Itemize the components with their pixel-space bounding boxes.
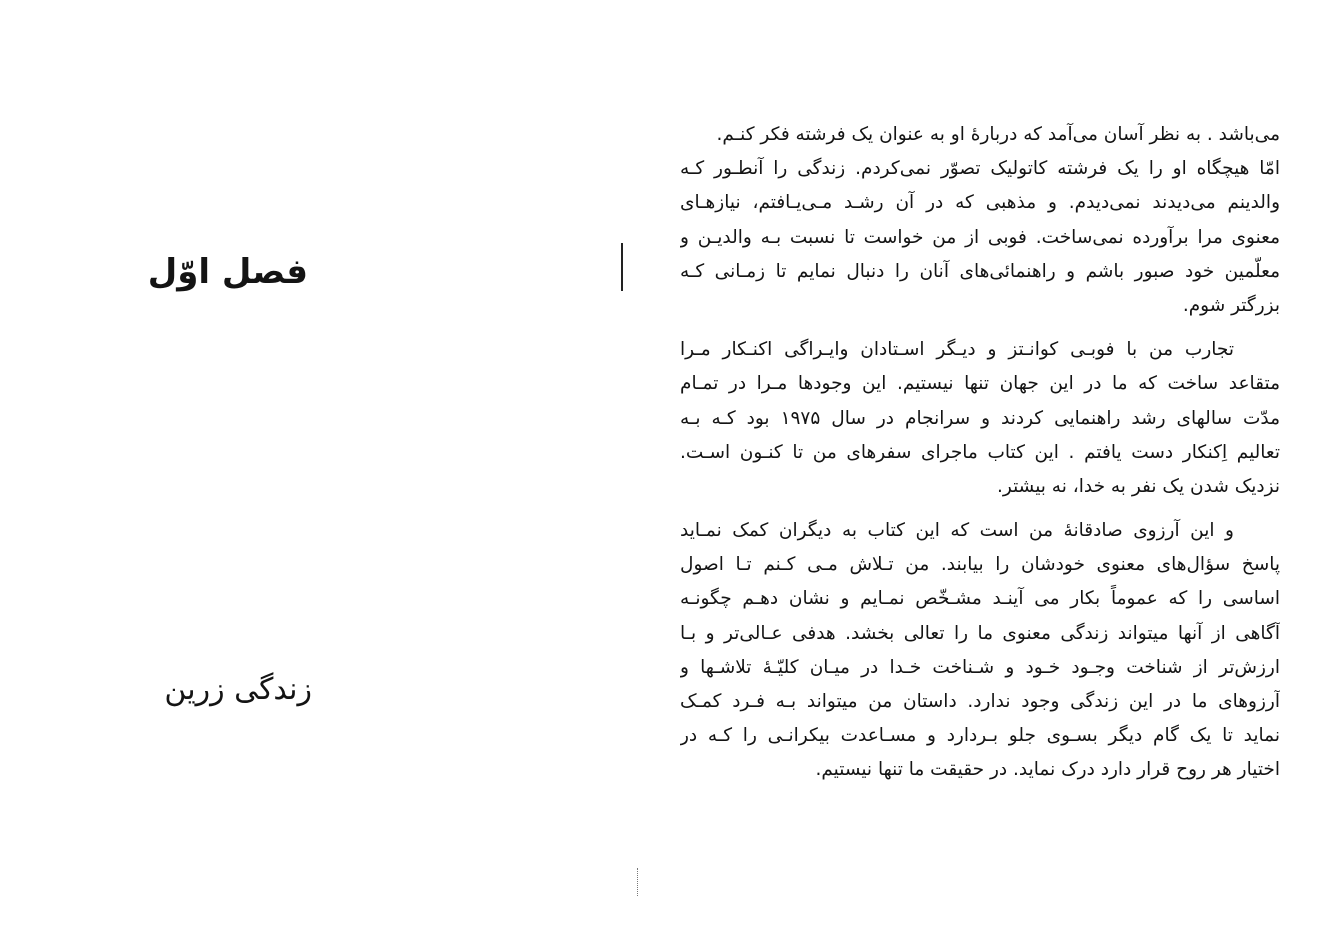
text-line: آگاهی از آنها میتواند زندگی معنوی ما را تعالی بخشد. هدفی عـالی‌تر و بـا bbox=[680, 622, 1280, 644]
text-line: معنوی مرا برآورده نمی‌ساخت. فوبی از من خواست تا نسبت بـه والدیـن و bbox=[680, 226, 1280, 248]
text-line: پاسخ سؤال‌های معنوی خودشان را بیابند. من تـلاش مـی کـنم تـا اصول bbox=[680, 554, 1280, 576]
paragraph-1 bbox=[680, 118, 1280, 323]
gutter-speck bbox=[637, 868, 640, 896]
chapter-subtitle: زندگی زرین bbox=[164, 672, 312, 707]
left-page bbox=[0, 0, 620, 947]
text-line: تعالیم اِکنکار دست یافتم . این کتاب ماجرای سفرهای من تا کنـون اسـت. bbox=[680, 441, 1280, 463]
page-divider bbox=[621, 243, 623, 291]
right-page bbox=[680, 118, 1280, 798]
paragraph-2 bbox=[680, 333, 1280, 504]
text-line: نزدیک شدن یک نفر به خدا، نه بیشتر. bbox=[997, 475, 1280, 497]
chapter-title: فصل اوّل bbox=[147, 252, 308, 292]
text-line: و این آرزوی صادقانهٔ من است که این کتاب به دیگران کمک نمـاید bbox=[680, 520, 1234, 542]
text-line: امّا هیچگاه او را یک فرشته کاتولیک تصوّر نمی‌کردم. زندگی را آنطـور کـه bbox=[680, 158, 1280, 180]
text-line: تجارب من با فوبـی کوانـتز و دیـگر اسـتادان وایـراگی اکنـکار مـرا bbox=[680, 339, 1234, 361]
text-line: والدینم می‌دیدند نمی‌دیدم. و مذهبی که در آن رشـد مـی‌یـافتم، نیازهـای bbox=[680, 192, 1280, 214]
text-line: اساسی را که عموماً بکار می آینـد مشـخّص نمـایم و نشان دهـم چگونـه bbox=[680, 588, 1280, 610]
text-line: بزرگتر شوم. bbox=[1182, 294, 1280, 316]
paragraph-3 bbox=[680, 514, 1280, 788]
text-line: آرزوهای ما در این زندگی وجود ندارد. داستان من میتواند بـه فـرد کمـک bbox=[680, 691, 1280, 712]
text-line: اختیار هر روح قرار دارد درک نماید. در حقیقت ما تنها نیستیم. bbox=[815, 759, 1280, 781]
text-line: نماید تا یک گام دیگر بسـوی جلو بـردارد و مسـاعدت بیکرانـی را کـه در bbox=[680, 725, 1280, 747]
text-line: معلّمین خود صبور باشم و راهنمائی‌های آنان را دنبال نمایم تا زمـانی کـه bbox=[680, 260, 1280, 282]
text-line: ارزش‌تر از شناخت وجـود خـود و شـناخت خـدا در میـان کلیّـهٔ تلاشـها و bbox=[680, 656, 1280, 678]
text-line: می‌باشد . به نظر آسان می‌آمد که دربارهٔ او به عنوان یک فرشته فکر کنـم. bbox=[716, 124, 1280, 145]
text-line: مدّت سالهای رشد راهنمایی کردند و سرانجام در سال ۱۹۷۵ بود کـه بـه bbox=[680, 407, 1280, 429]
text-line: متقاعد ساخت که ما در این جهان تنها نیستیم. این وجودها مـرا در تمـام bbox=[680, 373, 1280, 395]
